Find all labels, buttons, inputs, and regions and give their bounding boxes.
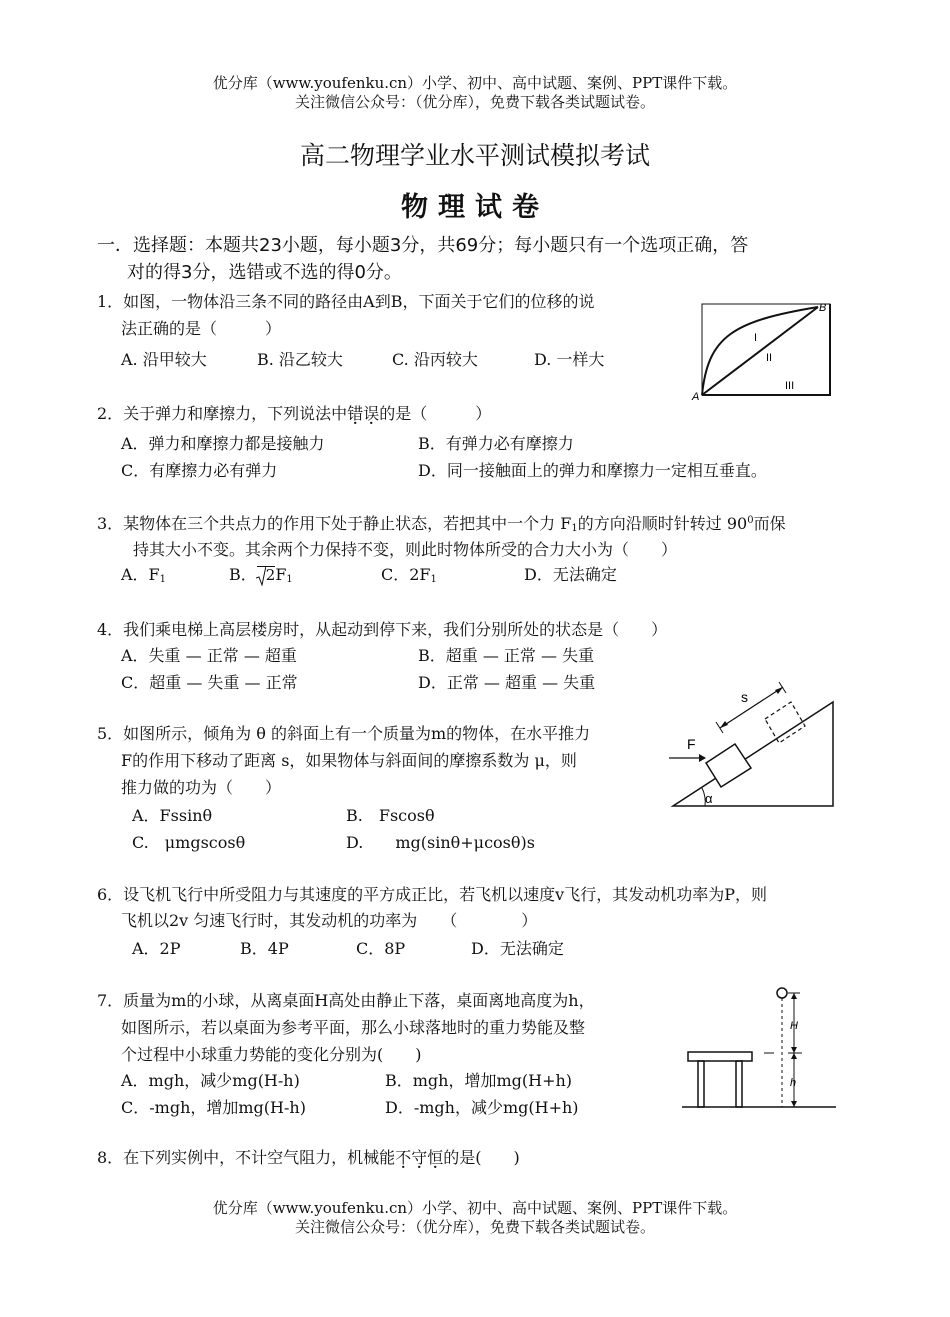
q3-option-b [229,562,293,585]
q1-fig-label-b: B [819,302,827,314]
footer-line-2: 关注微信公众号：（优分库），免费下载各类试题试卷。 [294,1218,655,1236]
q3-stem-line-1 [97,511,786,534]
q7-stem-line-3: 个过程中小球重力势能的变化分别为( ) [121,1045,422,1064]
q2-stem-pre: 2．关于弹力和摩擦力，下列说法中 [97,404,348,423]
q6-option-c: C．8P [356,939,406,958]
q1-option-c: C. 沿丙较大 [392,350,478,369]
q7-option-d: D．-mgh，减少mg(H+h) [385,1098,579,1117]
q1-fig-label-path-3: III [785,380,795,392]
q3-option-c [381,562,437,585]
q3-option-b-radicand: 2 [265,566,276,584]
q3-option-c-sub: 1 [430,574,437,585]
q1-option-a: A. 沿甲较大 [121,350,207,369]
q8-emphasis-2: 守 [411,1148,428,1167]
q3-option-b-pre: B． [229,565,257,584]
q3-option-a [121,562,166,585]
q1-fig-label-a: A [692,391,700,403]
q8-stem-pre: 8．在下列实例中，不计空气阻力，机械能 [97,1148,396,1167]
q2-option-c: C．有摩擦力必有弹力 [121,461,278,480]
q6-stem-line-2: 飞机以2v 匀速飞行时，其发动机的功率为 （ ） [121,911,538,930]
page-subtitle: 物理试卷 [401,192,549,223]
q7-option-a: A．mgh，减少mg(H-h) [121,1071,300,1090]
q3-option-b-post: F [275,565,287,584]
footer-line-1: 优分库（www.youfenku.cn）小学、初中、高中试题、案例、PPT课件下载。 [212,1199,738,1217]
q6-option-d: D．无法确定 [471,939,564,958]
q4-stem: 4．我们乘电梯上高层楼房时，从起动到停下来，我们分别所处的状态是（ ） [97,620,668,639]
section-1-line-1: 一．选择题：本题共23小题，每小题3分，共69分；每小题只有一个选项正确，答 [97,235,749,256]
q3-option-d: D．无法确定 [524,565,617,584]
q8-stem-post: 的是( ) [443,1148,520,1167]
header-line-1: 优分库（www.youfenku.cn）小学、初中、高中试题、案例、PPT课件下载。 [212,74,738,92]
q6-option-a: A．2P [132,939,181,958]
q5-option-b: B. Fscosθ [346,806,435,825]
q4-option-d: D．正常 — 超重 — 失重 [418,673,596,692]
q2-option-b: B．有弹力必有摩擦力 [418,434,574,453]
q1-option-d: D. 一样大 [534,350,605,369]
q5-option-c: C. μmgscosθ [132,833,246,852]
q3-stem-post: 而保 [753,514,786,533]
q2-option-a: A．弹力和摩擦力都是接触力 [121,434,325,453]
q6-option-b: B．4P [240,939,289,958]
q4-option-c: C．超重 — 失重 — 正常 [121,673,298,692]
q8-stem [97,1145,520,1168]
q5-incline-figure [665,682,840,812]
q3-option-a-text: A．F [121,565,160,584]
q1-stem-line-1: 1．如图，一物体沿三条不同的路径由A到B，下面关于它们的位移的说 [97,292,595,311]
q5-fig-label-force: F [687,736,696,752]
q1-option-b: B. 沿乙较大 [257,350,343,369]
q3-subscript: 1 [571,523,578,534]
q6-stem-line-1: 6．设飞机飞行中所受阻力与其速度的平方成正比，若飞机以速度v飞行，其发动机功率为P，则 [97,885,767,904]
q1-stem-line-2: 法正确的是（ ） [121,319,282,338]
q3-option-c-text: C．2F [381,565,431,584]
q5-fig-label-alpha: α [705,791,713,806]
section-1-line-2: 对的得3分，选错或不选的得0分。 [127,262,402,283]
q5-fig-label-distance: s [741,689,748,705]
q5-stem-line-1: 5．如图所示，倾角为 θ 的斜面上有一个质量为m的物体，在水平推力 [97,724,591,743]
q3-stem-mid: 的方向沿顺时针转过 90 [577,514,748,533]
q5-stem-line-2: F的作用下移动了距离 s，如果物体与斜面间的摩擦系数为 μ，则 [121,751,577,770]
q3-stem-pre: 3．某物体在三个共点力的作用下处于静止状态，若把其中一个力 F [97,514,572,533]
q2-emphasis-1: 错 [347,404,364,423]
q3-option-b-sub: 1 [286,574,293,585]
q5-option-d: D. mg(sinθ+μcosθ)s [346,833,535,852]
q1-path-figure [688,296,838,404]
q7-stem-line-1: 7．质量为m的小球，从离桌面H高处由静止下落，桌面离地高度为h， [97,991,595,1010]
q2-stem-post: 的是（ ） [379,404,492,423]
sqrt-icon [257,566,276,584]
q5-option-a: A．Fssinθ [132,806,213,825]
q3-option-a-sub: 1 [159,574,167,585]
q7-falling-ball-figure [680,982,840,1112]
q1-fig-label-path-2: II [766,352,773,364]
q7-fig-label-small-h: h [790,1077,797,1089]
q3-stem-line-2: 持其大小不变。其余两个力保持不变，则此时物体所受的合力大小为（ ） [133,540,678,559]
q3-degree-superscript: 0 [747,515,754,526]
q4-option-a: A．失重 — 正常 — 超重 [121,646,297,665]
q8-emphasis-3: 恒 [427,1148,444,1167]
page-title: 高二物理学业水平测试模拟考试 [299,141,650,170]
q7-option-c: C．-mgh，增加mg(H-h) [121,1098,306,1117]
q1-fig-label-path-1: I [754,332,758,344]
q8-emphasis-1: 不 [395,1148,412,1167]
header-line-2: 关注微信公众号：（优分库），免费下载各类试题试卷。 [294,93,655,111]
q7-fig-label-big-h: H [790,1020,798,1032]
q7-option-b: B．mgh，增加mg(H+h) [385,1071,573,1090]
q5-stem-line-3: 推力做的功为（ ） [121,778,282,797]
q4-option-b: B．超重 — 正常 — 失重 [418,646,595,665]
q7-stem-line-2: 如图所示，若以桌面为参考平面，那么小球落地时的重力势能及整 [121,1018,586,1037]
q2-stem [97,401,491,424]
q2-emphasis-2: 误 [363,404,380,423]
q2-option-d: D．同一接触面上的弹力和摩擦力一定相互垂直。 [418,461,767,480]
